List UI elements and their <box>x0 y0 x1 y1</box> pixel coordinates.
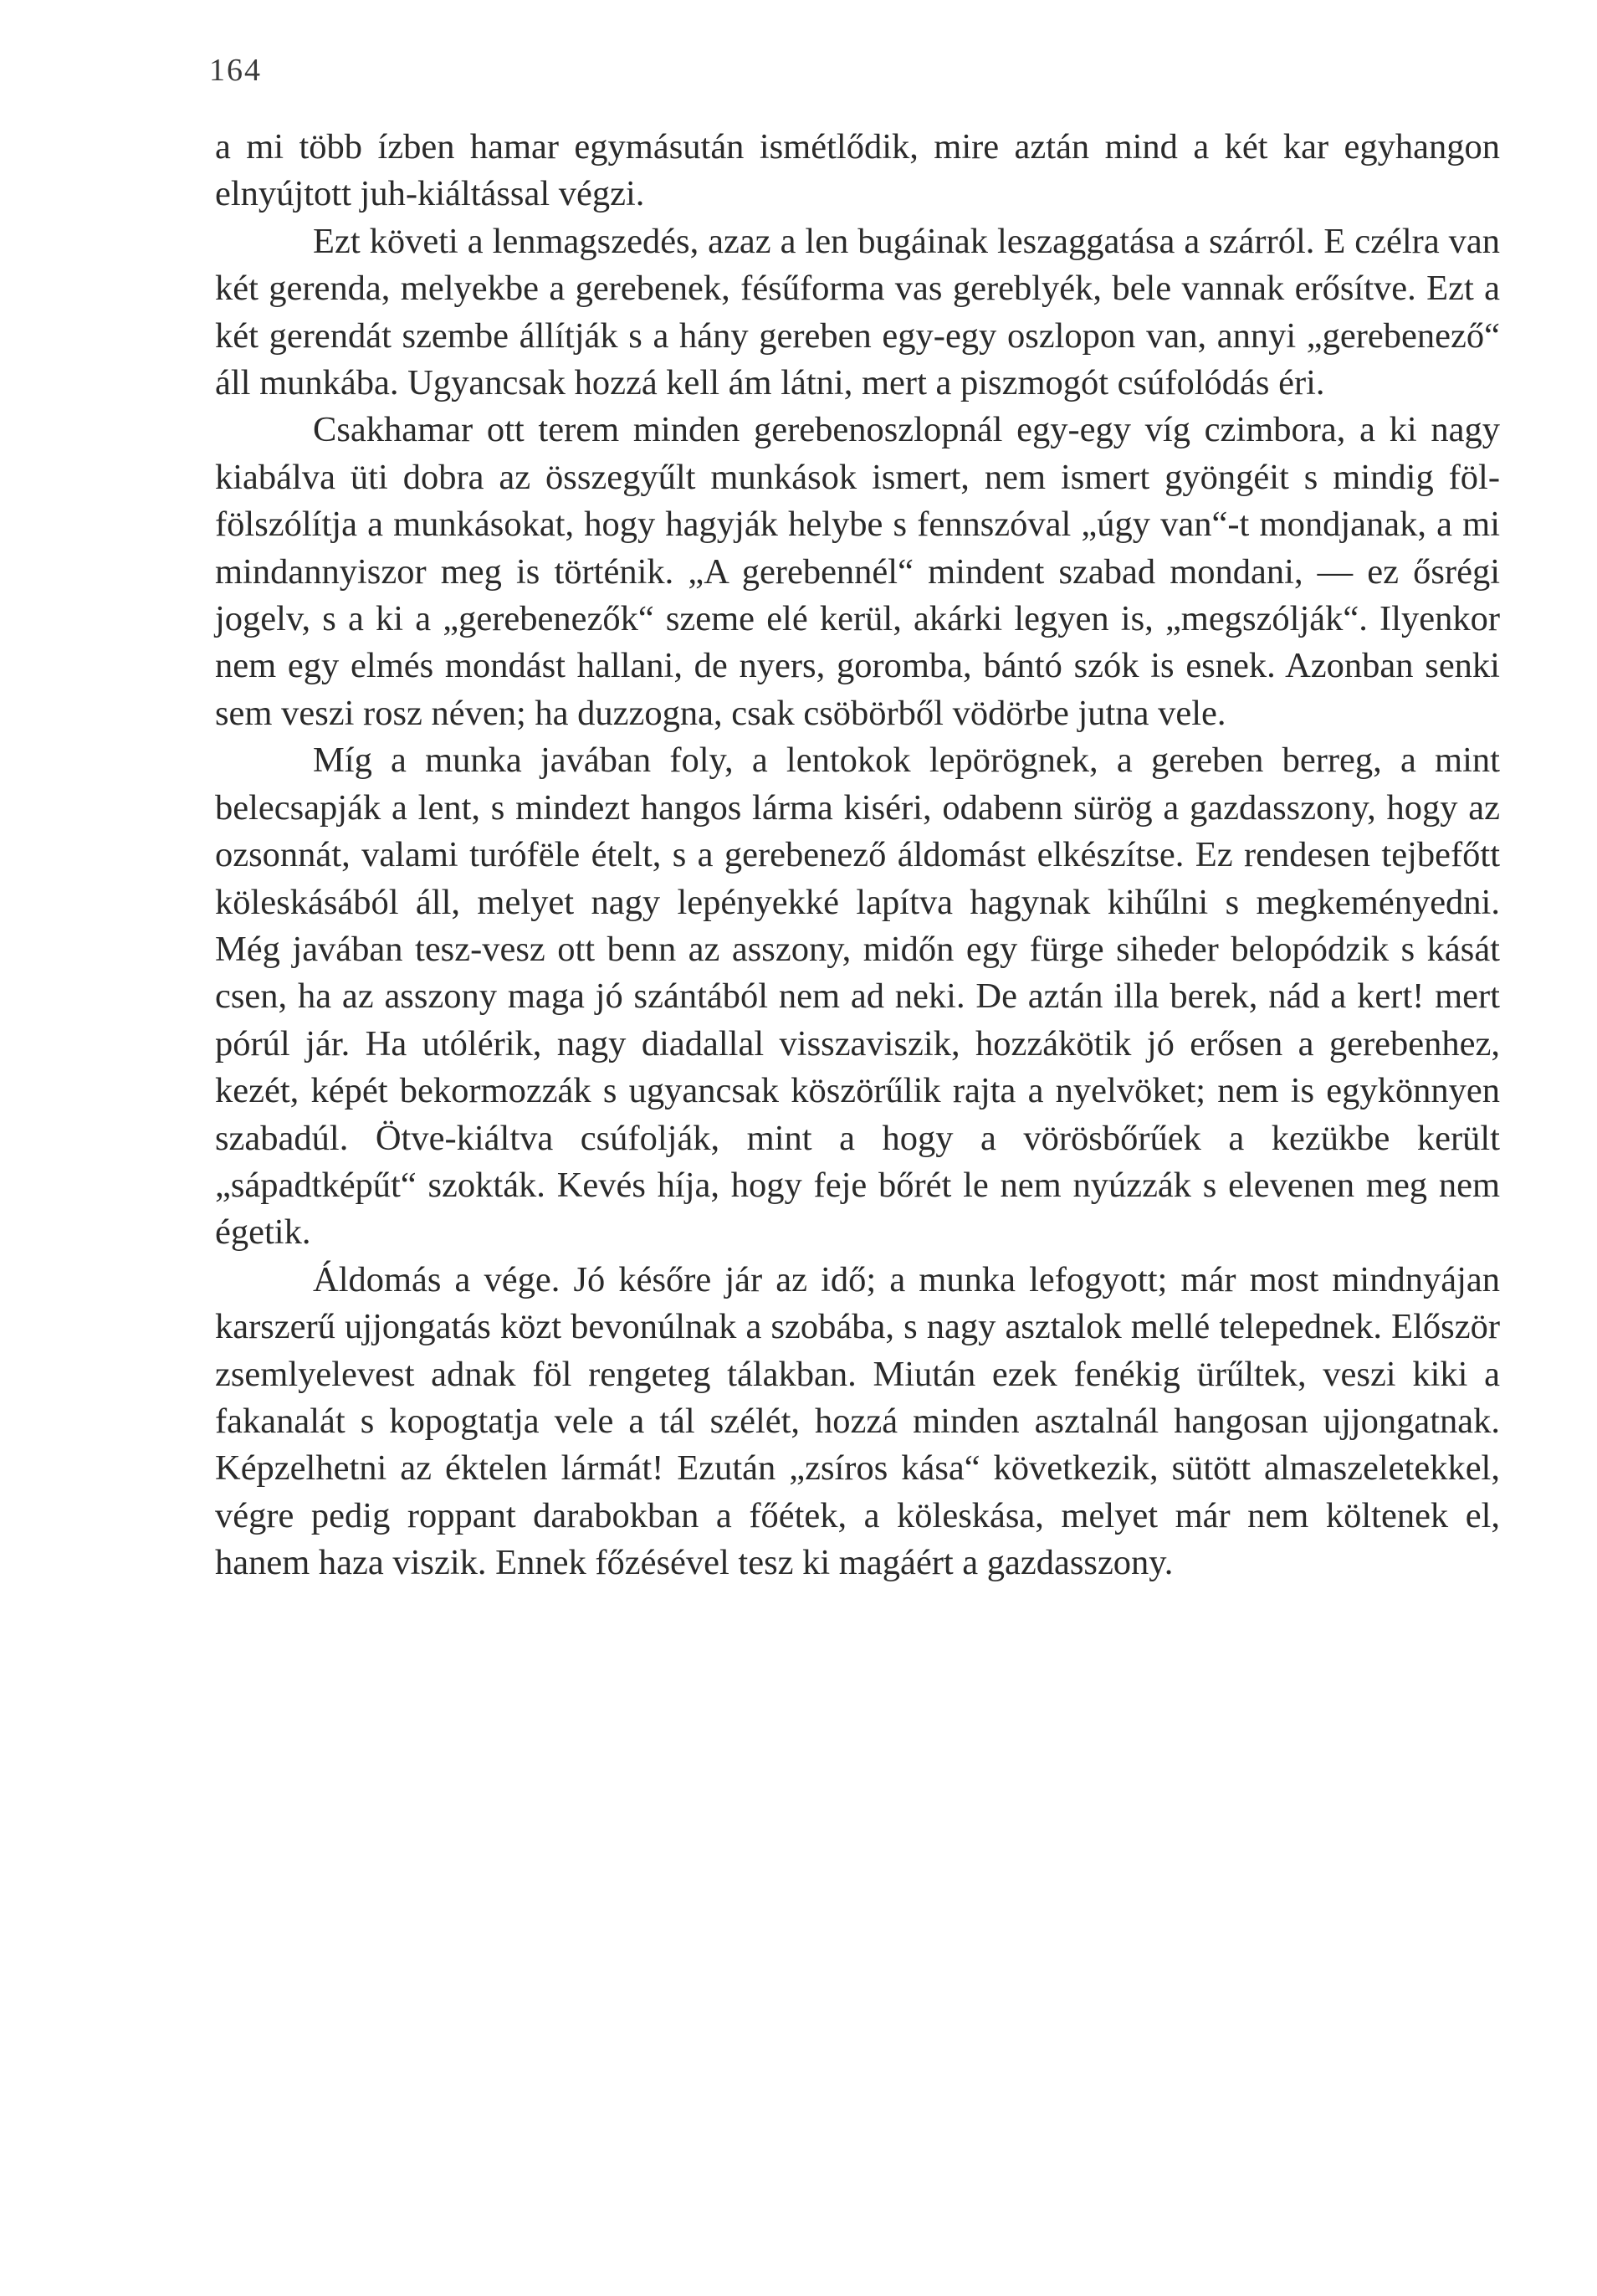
paragraph-2: Ezt követi a lenmagszedés, azaz a len bugáinak leszaggatása a szárról. E czélra van két gerenda, melyekbe a gerebenek, fésűforma vas gereblyék, bele vannak erősítve. Ezt a két gerendát szembe állítják s a hány gereben egy-egy oszlopon van, annyi „gerebenező“ áll munkába. Ugyancsak hozzá kell ám látni, mert a piszmogót csúfolódás éri. <box>215 221 1500 403</box>
paragraph-5: Áldomás a vége. Jó későre jár az idő; a munka lefogyott; már most mindnyájan karszerű ujjongatás közt bevonúlnak a szobába, s nagy asztalok mellé telepednek. Először zsemlyelevest adnak föl rengeteg tálakban. Miután ezek fenékig ürűltek, veszi kiki a fakanalát s kopogtatja vele a tál szélét, hozzá minden asztalnál hangosan ujjongatnak. Képzelhetni az éktelen lármát! Ezután „zsíros kása“ következik, sütött almaszeletekkel, végre pedig roppant darabokban a főétek, a köleskása, melyet már nem költenek el, hanem haza viszik. Ennek főzésével tesz ki magáért a gazdasszony. <box>215 1259 1500 1583</box>
body-text <box>215 124 1500 1587</box>
paragraph-3: Csakhamar ott terem minden gerebenoszlopnál egy-egy víg czimbora, a ki nagy kiabálva üti dobra az összegyűlt munkások ismert, nem ismert gyöngéit s mindig föl-fölszólítja a munkásokat, hogy hagyják helybe s fennszóval „úgy van“-t mondjanak, a mi mindannyiszor meg is történik. „A gerebennél“ mindent szabad mondani, — ez ősrégi jogelv, s a ki a „gerebenezők“ szeme elé kerül, akárki legyen is, „megszólják“. Ilyenkor nem egy elmés mondást hallani, de nyers, goromba, bántó szók is esnek. Azonban senki sem veszi rosz néven; ha duzzogna, csak csöbörből vödörbe jutna vele. <box>215 410 1500 733</box>
page-number: 164 <box>209 53 262 88</box>
paragraph-1: a mi több ízben hamar egymásután ismétlődik, mire aztán mind a két kar egyhangon elnyújtott juh-kiáltással végzi. <box>215 127 1500 214</box>
paragraph-4: Míg a munka javában foly, a lentokok lepörögnek, a gereben berreg, a mint belecsapják a lent, s mindezt hangos lárma kiséri, odabenn sürög a gazdasszony, hogy az ozsonnát, valami turófële ételt, s a gerebenező áldomást elkészítse. Ez rendesen tejbefőtt köleskásából áll, melyet nagy lepényekké lapítva hagynak kihűlni s megkeményedni. Még javában tesz-vesz ott benn az asszony, midőn egy fürge siheder belopódzik s kását csen, ha az asszony maga jó szántából nem ad neki. De aztán illa berek, nád a kert! mert pórúl jár. Ha utólérik, nagy diadallal visszaviszik, hozzákötik jó erősen a gerebenhez, kezét, képét bekormozzák s ugyancsak köszörűlik rajta a nyelvöket; nem is egykönnyen szabadúl. Ötve-kiáltva csúfolják, mint a hogy a vörösbőrűek a kezükbe került „sápadtképűt“ szokták. Kevés híja, hogy feje bőrét le nem nyúzzák s elevenen meg nem égetik. <box>215 741 1500 1253</box>
